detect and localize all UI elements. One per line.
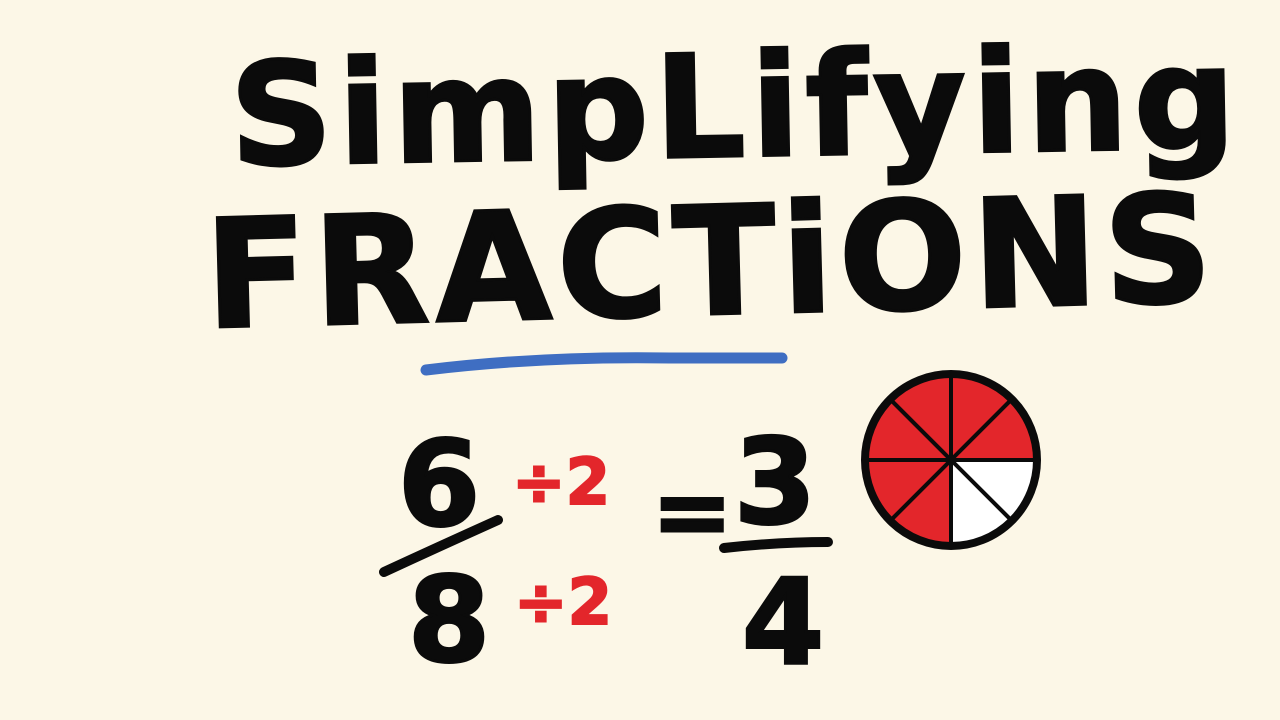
result-numerator: 3 — [734, 413, 817, 551]
divide-numerator-label: ÷2 — [512, 446, 611, 520]
result-denominator: 4 — [742, 553, 825, 691]
equals-sign: = — [652, 456, 733, 568]
divide-denominator-label: ÷2 — [514, 566, 613, 640]
title-underline — [420, 350, 790, 380]
title-fractions: FRACTiONS — [202, 162, 1221, 364]
fraction-denominator: 8 — [408, 551, 491, 689]
title-simplifying: SimpLifying — [228, 16, 1243, 199]
fraction-numerator: 6 — [398, 415, 481, 553]
fraction-pie — [850, 370, 1060, 550]
